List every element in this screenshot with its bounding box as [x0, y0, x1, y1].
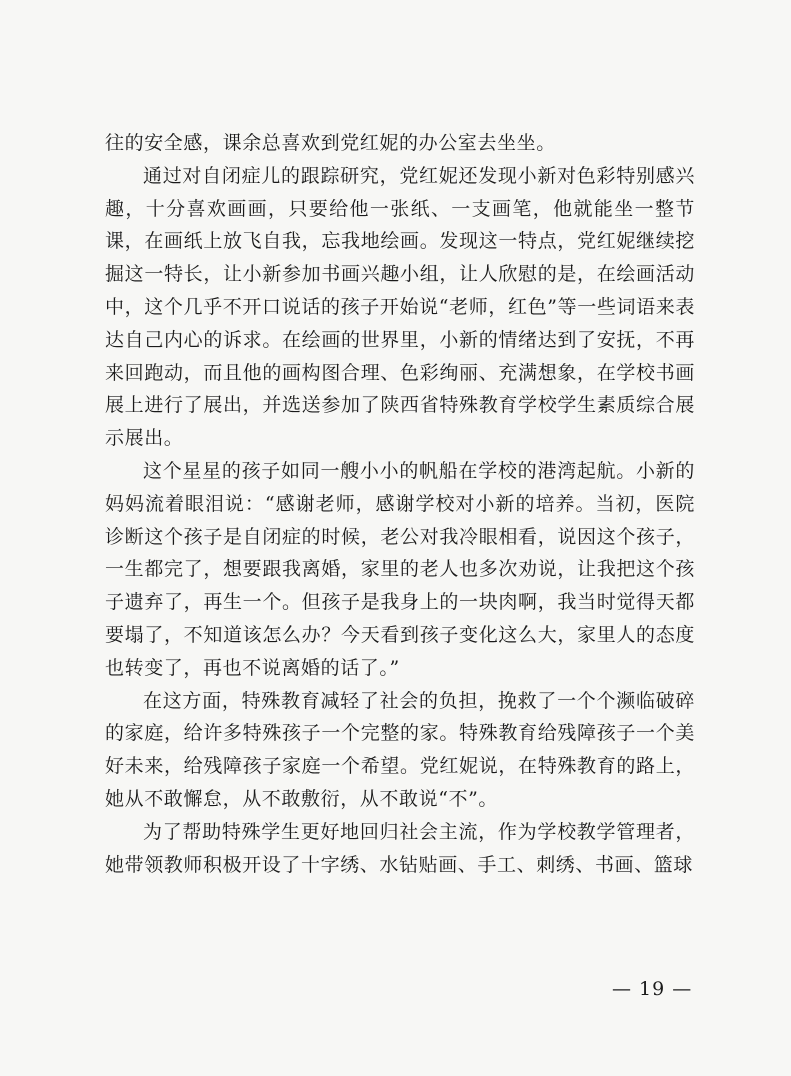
paragraph-1: 往的安全感，课余总喜欢到党红妮的办公室去坐坐。 [105, 132, 556, 154]
body-text [105, 127, 695, 881]
paragraph-2: 通过对自闭症儿的跟踪研究，党红妮还发现小新对色彩特别感兴趣，十分喜欢画画，只要给他一张纸、一支画笔，他就能坐一整节课，在画纸上放飞自我，忘我地绘画。发现这一特点，党红妮继续挖掘这一特长，让小新参加书画兴趣小组，让人欣慰的是，在绘画活动中，这个几乎不开口说话的孩子开始说“老师，红色”等一些词语来表达自己内心的诉求。在绘画的世界里，小新的情绪达到了安抚，不再来回跑动，而且他的画构图合理、色彩绚丽、充满想象，在学校书画展上进行了展出，并选送参加了陕西省特殊教育学校学生素质综合展示展出。 [105, 164, 695, 450]
paragraph-5: 为了帮助特殊学生更好地回归社会主流，作为学校教学管理者，她带领教师积极开设了十字绣、水钻贴画、手工、刺绣、书画、篮球 [105, 820, 695, 876]
paragraph-3: 这个星星的孩子如同一艘小小的帆船在学校的港湾起航。小新的妈妈流着眼泪说：“感谢老师，感谢学校对小新的培养。当初，医院诊断这个孩子是自闭症的时候，老公对我冷眼相看，说因这个孩子，一生都完了，想要跟我离婚，家里的老人也多次劝说，让我把这个孩子遗弃了，再生一个。但孩子是我身上的一块肉啊，我当时觉得天都要塌了，不知道该怎么办？今天看到孩子变化这么大，家里人的态度也转变了，再也不说离婚的话了。” [105, 459, 695, 679]
page-number: — 19 — [612, 978, 693, 1000]
paragraph-4: 在这方面，特殊教育减轻了社会的负担，挽救了一个个濒临破碎的家庭，给许多特殊孩子一个完整的家。特殊教育给残障孩子一个美好未来，给残障孩子家庭一个希望。党红妮说，在特殊教育的路上，她从不敢懈怠，从不敢敷衍，从不敢说“不”。 [105, 689, 695, 810]
